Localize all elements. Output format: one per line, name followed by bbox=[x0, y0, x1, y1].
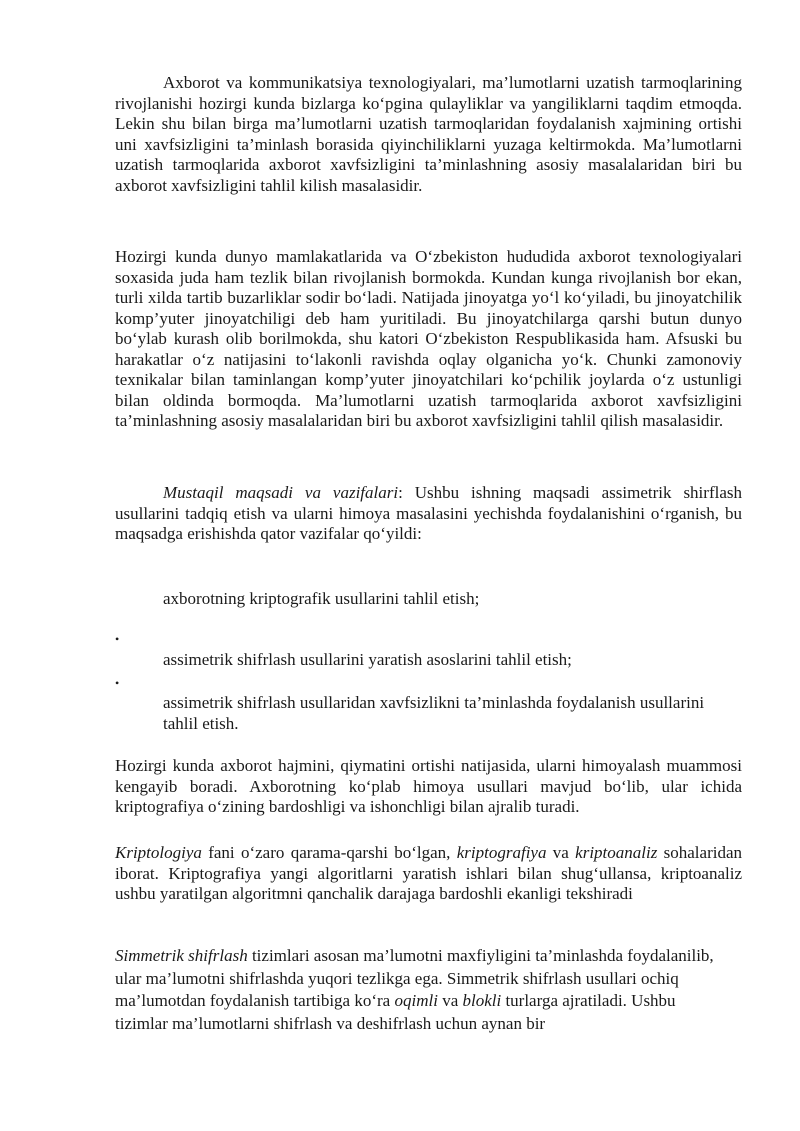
term-oqimli: oqimli bbox=[394, 991, 438, 1010]
text-segment: va bbox=[437, 991, 463, 1010]
paragraph-goals bbox=[115, 483, 742, 545]
text-segment: va bbox=[546, 843, 576, 862]
term-kriptografiya: kriptografiya bbox=[456, 843, 547, 862]
list-item-3: assimetrik shifrlash usullaridan xavfsizlikni ta’minlashda foydalanish usullarini tahlil etish. bbox=[163, 693, 705, 733]
paragraph-kriptologiya bbox=[115, 843, 742, 905]
term-kriptologiya: Kriptologiya bbox=[115, 843, 202, 862]
paragraph-cybercrime: Hozirgi kunda dunyo mamlakatlarida va O‘zbekiston hududida axborot texnologiyalari soxasida juda ham tezlik bilan rivojlanish bormokda. Kundan kunga rivojlanish bor ekan, turli xilda tartib buzarliklar sodir bo‘ladi. Natijada jinoyatga yo‘l ko‘yiladi, bu jinoyatchilik komp’yuter jinoyatchiligi deb ham yuritiladi. Bu jinoyatchilarga qarshi butun dunyo bo‘ylab kurash olib borilmokda, shu katori O‘zbekiston Respublikasida ham. Afsuski bu harakatlar o‘z natijasini to‘lakonli ravishda oqlay olganicha yo‘k. Chunki zamonoviy texnikalar bilan taminlangan komp’yuter jinoyatchilari ko‘pchilik joylarda o‘z ustunligi bilan oldinda bormoqda. Ma’lumotlarni uzatish tarmoqlarida axborot xavfsizligini ta’minlashning asosiy masalalaridan biri bu axborot xavfsizligini tahlil qilish masalasidir. bbox=[115, 247, 742, 430]
text-segment: sohalaridan iborat. Kriptografiya yangi algoritlarni yaratish ishlari bilan shug‘ullansa, kriptoanaliz ushbu yaratilgan algoritmni qanchalik darajaga bardoshli ekanligi tekshiradi bbox=[115, 843, 743, 903]
goals-text: : Ushbu ishning maqsadi assimetrik shirflash usullarini tadqiq etish va ularni himoya masalasini yechishda foydalanishini o‘rganish, bu maqsadga erishishda qator vazifalar qo‘yildi: bbox=[115, 483, 742, 543]
goals-heading-italic: Mustaqil maqsadi va vazifalari bbox=[163, 483, 399, 502]
text-segment: tizimlari asosan ma’lumotni maxfiyligini ta’minlashda foydalanilib, ular ma’lumotni shifrlashda yuqori tezlikga ega. Simmetrik shifrlash usullari ochiq ma’lumotdan foydalanish tartibiga ko‘ra bbox=[115, 946, 714, 1010]
list-item-2: assimetrik shifrlash usullarini yaratish asoslarini tahlil etish; bbox=[163, 650, 572, 669]
bullet-icon: • bbox=[115, 676, 120, 690]
paragraph-crypto-intro: Hozirgi kunda axborot hajmini, qiymatini ortishi natijasida, ularni himoyalash muammosi kengayib boradi. Axborotning ko‘plab himoya usullari mavjud bo‘lib, ular ichida kriptografiya o‘zining bardoshligi va ishonchligi bilan ajralib turadi. bbox=[115, 756, 742, 816]
paragraph-simmetrik bbox=[115, 945, 715, 1035]
text-segment: fani o‘zaro qarama-qarshi bo‘lgan, bbox=[201, 843, 457, 862]
text-segment: turlarga ajratiladi. Ushbu tizimlar ma’lumotlarni shifrlash va deshifrlash uchun aynan bir bbox=[115, 991, 676, 1033]
term-blokli: blokli bbox=[462, 991, 502, 1010]
paragraph-intro: Axborot va kommunikatsiya texnologiyalari, ma’lumotlarni uzatish tarmoqlarining rivojlanishi hozirgi kunda bizlarga ko‘pgina qulayliklar va yangiliklarni taqdim etmoqda. Lekin shu bilan birga ma’lumotlarni uzatish tarmoqlaridan foydalanish xajmining ortishi uni xavfsizligini ta’minlash borasida qiyinchiliklarni yuzaga keltirmokda. Ma’lumotlarni uzatish tarmoqlarida axborot xavfsizligini ta’minlashning asosiy masalalaridan biri bu axborot xavfsizligini tahlil kilish masalasidir. bbox=[115, 73, 742, 195]
term-kriptoanaliz: kriptoanaliz bbox=[575, 843, 658, 862]
list-item-1: axborotning kriptografik usullarini tahlil etish; bbox=[163, 589, 480, 608]
bullet-icon: • bbox=[115, 632, 120, 646]
term-simmetrik-shifrlash: Simmetrik shifrlash bbox=[115, 946, 248, 965]
